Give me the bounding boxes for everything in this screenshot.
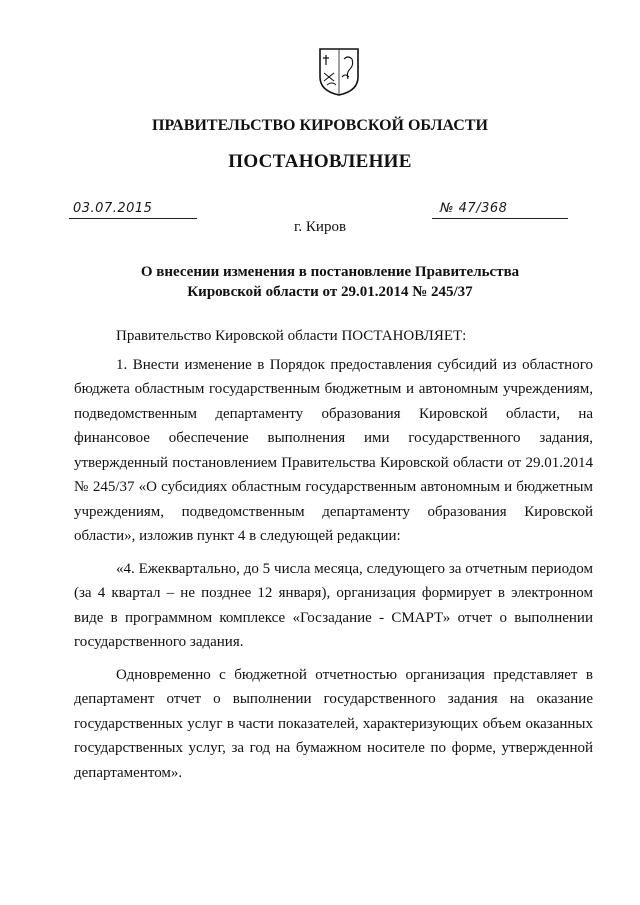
date-field xyxy=(69,198,197,219)
government-title: ПРАВИТЕЛЬСТВО КИРОВСКОЙ ОБЛАСТИ xyxy=(152,117,488,134)
document-subject xyxy=(60,262,600,302)
subject-line-1: О внесении изменения в постановление Правительства xyxy=(140,264,520,280)
city: г. Киров xyxy=(293,219,347,235)
document-type: ПОСТАНОВЛЕНИЕ xyxy=(228,151,412,172)
paragraph-1: 1. Внести изменение в Порядок предоставления субсидий из областного бюджета областным государственным бюджетным и автономным учреждениям, подведомственным департаменту образования Кировской области, на финансовое обеспечение выполнения ими государственного задания, утвержденный постановлением Правительства Кировской области от 29.01.2014 № 245/37 «О субсидиях областным государственным автономным и бюджетным учреждениям, подведомственным департаменту образования Кировской области», изложив пункт 4 в следующей редакции: xyxy=(74,356,593,544)
paragraph-preamble: Правительство Кировской области ПОСТАНОВЛЯЕТ: xyxy=(116,328,467,344)
paragraph-2: «4. Ежеквартально, до 5 числа месяца, следующего за отчетным периодом (за 4 квартал – не позднее 12 января), организация формирует в электронном виде в программном комплексе «Госзадание - СМАРТ» отчет о выполнении государственного задания. xyxy=(74,560,593,650)
document-body xyxy=(74,324,593,785)
subject-line-2: Кировской области от 29.01.2014 № 245/37 xyxy=(187,284,473,300)
paragraph-3: Одновременно с бюджетной отчетностью организация представляет в департамент отчет о выполнении государственного задания на оказание государственных услуг в части показателей, характеризующих объем оказанных государственных услуг, за год на бумажном носителе по форме, утвержденной департаментом». xyxy=(74,666,593,781)
handwritten-date: 03.07.2015 xyxy=(73,201,153,216)
coat-of-arms-icon xyxy=(318,47,360,97)
handwritten-number: № 47/368 xyxy=(440,201,508,216)
number-field xyxy=(432,198,568,219)
